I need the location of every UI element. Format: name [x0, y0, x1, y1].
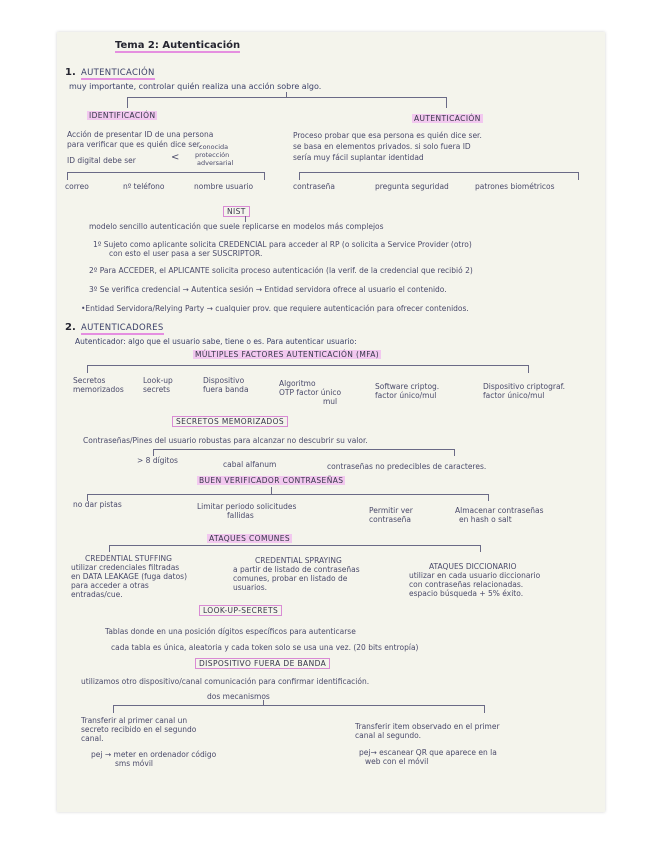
nist-step-1a: 1º Sujeto como aplicante solicita CREDENCIAL para acceder al RP (o solicita a Service Provider (otro) — [93, 240, 472, 249]
auth-examples-bracket — [299, 172, 579, 180]
auth-example-1: contraseña — [293, 182, 335, 191]
good-verifier-bracket — [87, 494, 489, 501]
attack-credential-spraying: CREDENTIAL SPRAYING a partir de listado de contraseñas comunes, probar en listado de usuarios. — [233, 556, 360, 592]
mfa-bracket — [87, 365, 529, 373]
memorized-bracket — [153, 449, 455, 456]
out-of-band-mechanisms: dos mecanismos — [207, 692, 270, 701]
ident-examples-bracket — [67, 172, 265, 180]
ident-cond-proteccion: protección — [195, 151, 230, 159]
lookup-line-2: cada tabla es única, aleatoria y cada token solo se usa una vez. (20 bits entropía) — [111, 643, 419, 652]
ident-example-2: nº teléfono — [123, 182, 165, 191]
auth-line-3: sería muy fácil suplantar identidad — [293, 153, 424, 162]
split-stem — [286, 92, 287, 98]
auth-line-2: se basa en elementos privados. si solo fuera ID — [293, 142, 471, 151]
nist-step-4: •Entidad Servidora/Relying Party → cualquier prov. que requiere autenticación para ofrecer contenidos. — [81, 304, 469, 313]
factor-crypto-device: Dispositivo criptograf. factor único/mul — [483, 382, 566, 400]
mem-item-1: > 8 dígitos — [137, 456, 178, 465]
common-attacks-heading: ATAQUES COMUNES — [209, 534, 291, 543]
auth-line-1: Proceso probar que esa persona es quién dice ser. — [293, 131, 482, 140]
mfa-heading: MÚLTIPLES FACTORES AUTENTICACIÓN (MFA) — [195, 350, 380, 359]
section-1-number: 1. — [65, 67, 76, 78]
ident-line-3: ID digital debe ser — [67, 156, 136, 165]
good-verifier-heading: BUEN VERIFICADOR CONTRASEÑAS — [199, 476, 344, 485]
oob-mechanism-1: Transferir al primer canal un secreto recibido en el segundo canal. — [81, 716, 197, 743]
page-title: Tema 2: Autenticación — [115, 40, 241, 51]
attacks-bracket — [109, 545, 481, 552]
factor-memorized-secrets: Secretos memorizados — [73, 376, 124, 394]
split-bracket — [127, 97, 447, 108]
section-2-heading: AUTENTICADORES — [81, 323, 164, 333]
out-of-band-stem — [263, 700, 264, 706]
nist-step-3: 3º Se verifica credencial → Autentica sesión → Entidad servidora ofrece al usuario el contenido. — [89, 285, 447, 294]
memorized-secrets-heading: SECRETOS MEMORIZADOS — [172, 417, 288, 426]
attack-credential-stuffing: CREDENTIAL STUFFING utilizar credenciales filtradas en DATA LEAKAGE (fuga datos) para acceder a otras entradas/cue. — [71, 554, 188, 599]
mem-item-3: contraseñas no predecibles de caracteres. — [327, 462, 487, 471]
good-item-2: Limitar periodo solicitudes fallidas — [197, 502, 297, 520]
good-item-3: Permitir ver contraseña — [369, 506, 413, 524]
out-of-band-desc: utilizamos otro dispositivo/canal comunicación para confirmar identificación. — [81, 677, 370, 686]
ident-bracket-glyph: < — [171, 152, 180, 163]
factor-lookup-secrets: Look-up secrets — [143, 376, 173, 394]
ident-line-1: Acción de presentar ID de una persona — [67, 130, 214, 139]
ident-cond-conocida: conocida — [199, 143, 229, 151]
section-2-number: 2. — [65, 322, 76, 333]
factor-crypto-software: Software criptog. factor único/mul — [375, 382, 440, 400]
oob-mechanism-2-example: pej→ escanear QR que aparece en la web con el móvil — [359, 748, 497, 766]
section-1-heading: AUTENTICACIÓN — [81, 68, 155, 78]
section-2-subtitle: Autenticador: algo que el usuario sabe, tiene o es. Para autenticar usuario: — [75, 337, 357, 346]
section-1-subtitle: muy importante, controlar quién realiza una acción sobre algo. — [69, 82, 322, 91]
lookup-secrets-heading: LOOK-UP-SECRETS — [199, 606, 282, 615]
auth-example-3: patrones biométricos — [475, 182, 555, 191]
nist-intro: modelo sencillo autenticación que suele replicarse en modelos más complejos — [89, 222, 384, 231]
mem-item-2: cabal alfanum — [223, 460, 277, 469]
ident-example-3: nombre usuario — [194, 182, 254, 191]
notebook-page — [57, 32, 605, 812]
identification-heading: IDENTIFICACIÓN — [89, 111, 156, 120]
nist-heading: NIST — [223, 207, 250, 216]
ident-example-1: correo — [65, 182, 89, 191]
out-of-band-bracket — [113, 705, 485, 713]
factor-out-of-band: Dispositivo fuera banda — [203, 376, 249, 394]
ident-line-2: para verificar que es quién dice ser. — [67, 140, 202, 149]
attack-dictionary: ATAQUES DICCIONARIO utilizar en cada usuario diccionario con contraseñas relacionadas. espacio búsqueda + 5% éxito. — [409, 562, 541, 598]
oob-mechanism-2: Transferir item observado en el primer canal al segundo. — [355, 722, 500, 740]
authentication-heading: AUTENTICACIÓN — [414, 114, 481, 123]
auth-example-2: pregunta seguridad — [375, 182, 449, 191]
nist-step-2: 2º Para ACCEDER, el APLICANTE solicita proceso autenticación (la verif. de la credencial que recibió 2) — [89, 266, 473, 275]
out-of-band-heading: DISPOSITIVO FUERA DE BANDA — [195, 659, 330, 668]
good-item-1: no dar pistas — [73, 500, 122, 509]
ident-cond-adversarial: adversarial — [197, 159, 234, 167]
factor-otp: Algoritmo OTP factor único mul — [279, 379, 342, 406]
lookup-line-1: Tablas donde en una posición dígitos específicos para autenticarse — [105, 627, 356, 636]
memorized-secrets-desc: Contraseñas/Pines del usuario robustas para alcanzar no descubrir su valor. — [83, 436, 368, 445]
good-item-4: Almacenar contraseñas en hash o salt — [455, 506, 544, 524]
nist-step-1b: con esto el user pasa a ser SUSCRIPTOR. — [109, 249, 263, 258]
oob-mechanism-1-example: pej → meter en ordenador código sms móvil — [91, 750, 217, 768]
